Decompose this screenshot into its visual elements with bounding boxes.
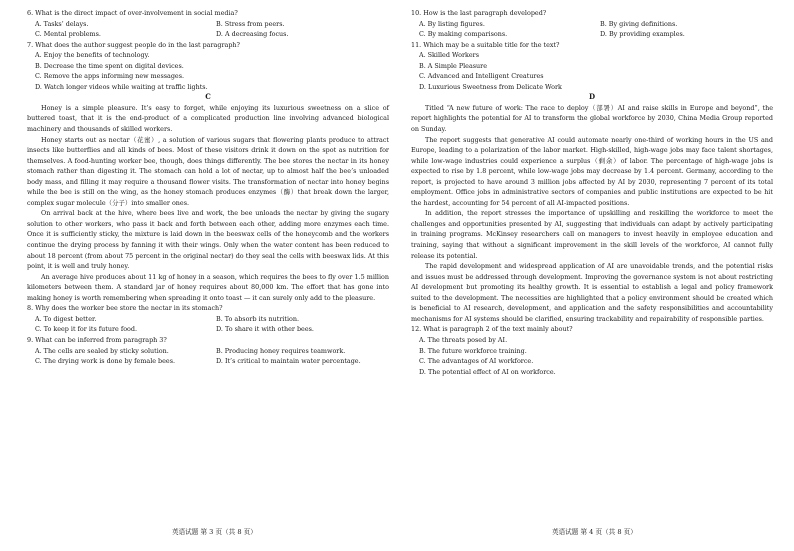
passage-c-paragraph-2: Honey starts out as nectar（花蜜）, a solution of various sugars that flowering plants produce to attract insects like butterflies and all kinds of bees. Most of these visitors drink it down on the spot as nutrition for themselves. A food-hunting worker bee, though, does things differently. The bee stores the nectar in its honey stomach rather than digesting it. The stomach can hold a lot of nectar, up to almost half the bee’s unloaded body mass, and filling it may require a thousand flower visits. The transformation of nectar into honey begins while the bee is still on the wing, as the honey stomach produces enzymes（酶）that break down the larger, complex sugar molecule（分子）into smaller ones. — [27, 135, 389, 207]
q8-option-c: C. To keep it for its future food. — [35, 325, 138, 334]
q12-option-a: A. The threats posed by AI. — [419, 335, 508, 344]
question-10: 10. How is the last paragraph developed? — [411, 9, 547, 17]
q7-option-a: A. Enjoy the benefits of technology. — [35, 51, 150, 60]
section-c-heading: C — [205, 92, 211, 102]
q11-option-c: C. Advanced and Intelligent Creatures — [419, 72, 544, 81]
passage-c-paragraph-3: On arrival back at the hive, where bees live and work, the bee unloads the nectar by giving the sugary solution to other workers, who pass it back and forth between each other, adding more enzymes each time. Once it is sufficiently sticky, the mixture is laid down in the beeswax cells of the honeycomb and the workers continue the drying process by fanning it with their wings. Only when the water content has been reduced to about 18 percent (from about 75 percent in the original nectar) do they seal the cells with beeswax lids. At this point, it is well and truly honey. — [27, 209, 389, 271]
q7-option-b: B. Decrease the time spent on digital devices. — [35, 61, 184, 70]
left-page — [27, 8, 389, 367]
passage-c-paragraph-1: Honey is a simple pleasure. It’s easy to forget, while enjoying its luxurious sweetness on a slice of buttered toast, that it is the end-product of a complicated production line involving advanced biological machinery and thousands of skilled workers. — [27, 103, 389, 134]
q9-option-a: A. The cells are sealed by sticky solution. — [35, 346, 169, 355]
q12-option-b: B. The future workforce training. — [419, 346, 527, 355]
q12-option-c: C. The advantages of AI workforce. — [419, 357, 534, 366]
left-page-footer: 英语试题 第 3 页（共 8 页） — [172, 528, 257, 536]
question-6: 6. What is the direct impact of over-involvement in social media? — [27, 9, 238, 17]
q10-option-c: C. By making comparisons. — [419, 30, 508, 39]
passage-d-paragraph-1: Titled “A new future of work: The race to deploy（部署）AI and raise skills in Europe and beyond”, the report highlights the potential for AI to transform the global workforce by 2030, China Media Group reported on Sunday. — [411, 103, 773, 134]
right-page-footer: 英语试题 第 4 页（共 8 页） — [552, 528, 637, 536]
q6-option-b: B. Stress from peers. — [216, 19, 285, 28]
q10-option-a: A. By listing figures. — [419, 19, 485, 28]
q9-option-b: B. Producing honey requires teamwork. — [216, 346, 346, 355]
question-9: 9. What can be inferred from paragraph 3? — [27, 335, 167, 344]
q11-option-a: A. Skilled Workers — [419, 51, 479, 60]
q11-option-d: D. Luxurious Sweetness from Delicate Work — [419, 82, 562, 91]
q9-option-c: C. The drying work is done by female bees. — [35, 357, 176, 366]
passage-d-paragraph-3: In addition, the report stresses the importance of upskilling and reskilling the workforce to meet the challenges and opportunities presented by AI, suggesting that individuals can adapt by actively participating in training programs. McKinsey researchers call on managers to invest heavily in employee education and training, saying that without a significant improvement in the skill levels of the workforce, AI cannot fully release its potential. — [411, 209, 773, 260]
q12-option-d: D. The potential effect of AI on workforce. — [419, 367, 556, 376]
q11-option-b: B. A Simple Pleasure — [419, 61, 488, 70]
q6-option-d: D. A decreasing focus. — [216, 30, 289, 39]
right-page — [411, 8, 773, 377]
question-12: 12. What is paragraph 2 of the text mainly about? — [411, 325, 573, 334]
q7-option-d: D. Watch longer videos while waiting at traffic lights. — [35, 82, 208, 91]
question-7: 7. What does the author suggest people do in the last paragraph? — [27, 40, 240, 49]
passage-c-paragraph-4: An average hive produces about 11 kg of honey in a season, which requires the bees to fly over 1.5 million kilometers between them. A standard jar of honey requires about 80,000 km. The effort that has gone into making honey is worth remembering when spreading it onto toast — it can surely only add to the pleasure. — [27, 272, 389, 302]
passage-d-paragraph-4: The rapid development and widespread application of AI are unavoidable trends, and the potential risks and issues must be addressed through development. Improving the governance system is not about restricting AI development but promoting its healthy growth. It is essential to establish a legal and policy framework suited to the development. The necessities are highlighted that a policy environment should be created which is beneficial to AI research, development, and application and the safety responsibilities and accountability mechanisms for AI systems should be clarified, ensuring trackability and repairability of responsible parties. — [411, 262, 773, 323]
q6-option-c: C. Mental problems. — [35, 30, 101, 39]
q8-option-b: B. To absorb its nutrition. — [216, 314, 300, 323]
passage-d-paragraph-2: The report suggests that generative AI could automate nearly one-third of working hours in the US and Europe, leading to a polarization of the labor market. High-skilled, high-wage jobs may face talent shortages, while low-wage industries could experience a surplus（剩余）of labor. The percentage of high-wage jobs is expected to rise by 1.8 percent, while low-wage jobs may decrease by 1.4 percent. Germany, according to the report, is projected to have around 3 million jobs affected by AI by 2030, representing 7 percent of its total employment. Office jobs in administrative sectors of companies and public institutions are expected to be hit the hardest, accounting for 54 percent of all AI-impacted positions. — [411, 135, 773, 207]
q7-option-c: C. Remove the apps informing new messages. — [35, 72, 185, 81]
q10-option-d: D. By providing examples. — [600, 30, 685, 39]
q8-option-d: D. To share it with other bees. — [216, 325, 314, 334]
question-11: 11. Which may be a suitable title for the text? — [411, 40, 560, 49]
q9-option-d: D. It’s critical to maintain water percentage. — [216, 357, 361, 366]
q10-option-b: B. By giving definitions. — [600, 19, 678, 28]
q8-option-a: A. To digest better. — [35, 314, 97, 323]
section-d-heading: D — [588, 92, 596, 102]
q6-option-a: A. Tasks’ delays. — [35, 19, 89, 28]
question-8: 8. Why does the worker bee store the nectar in its stomach? — [27, 304, 223, 313]
